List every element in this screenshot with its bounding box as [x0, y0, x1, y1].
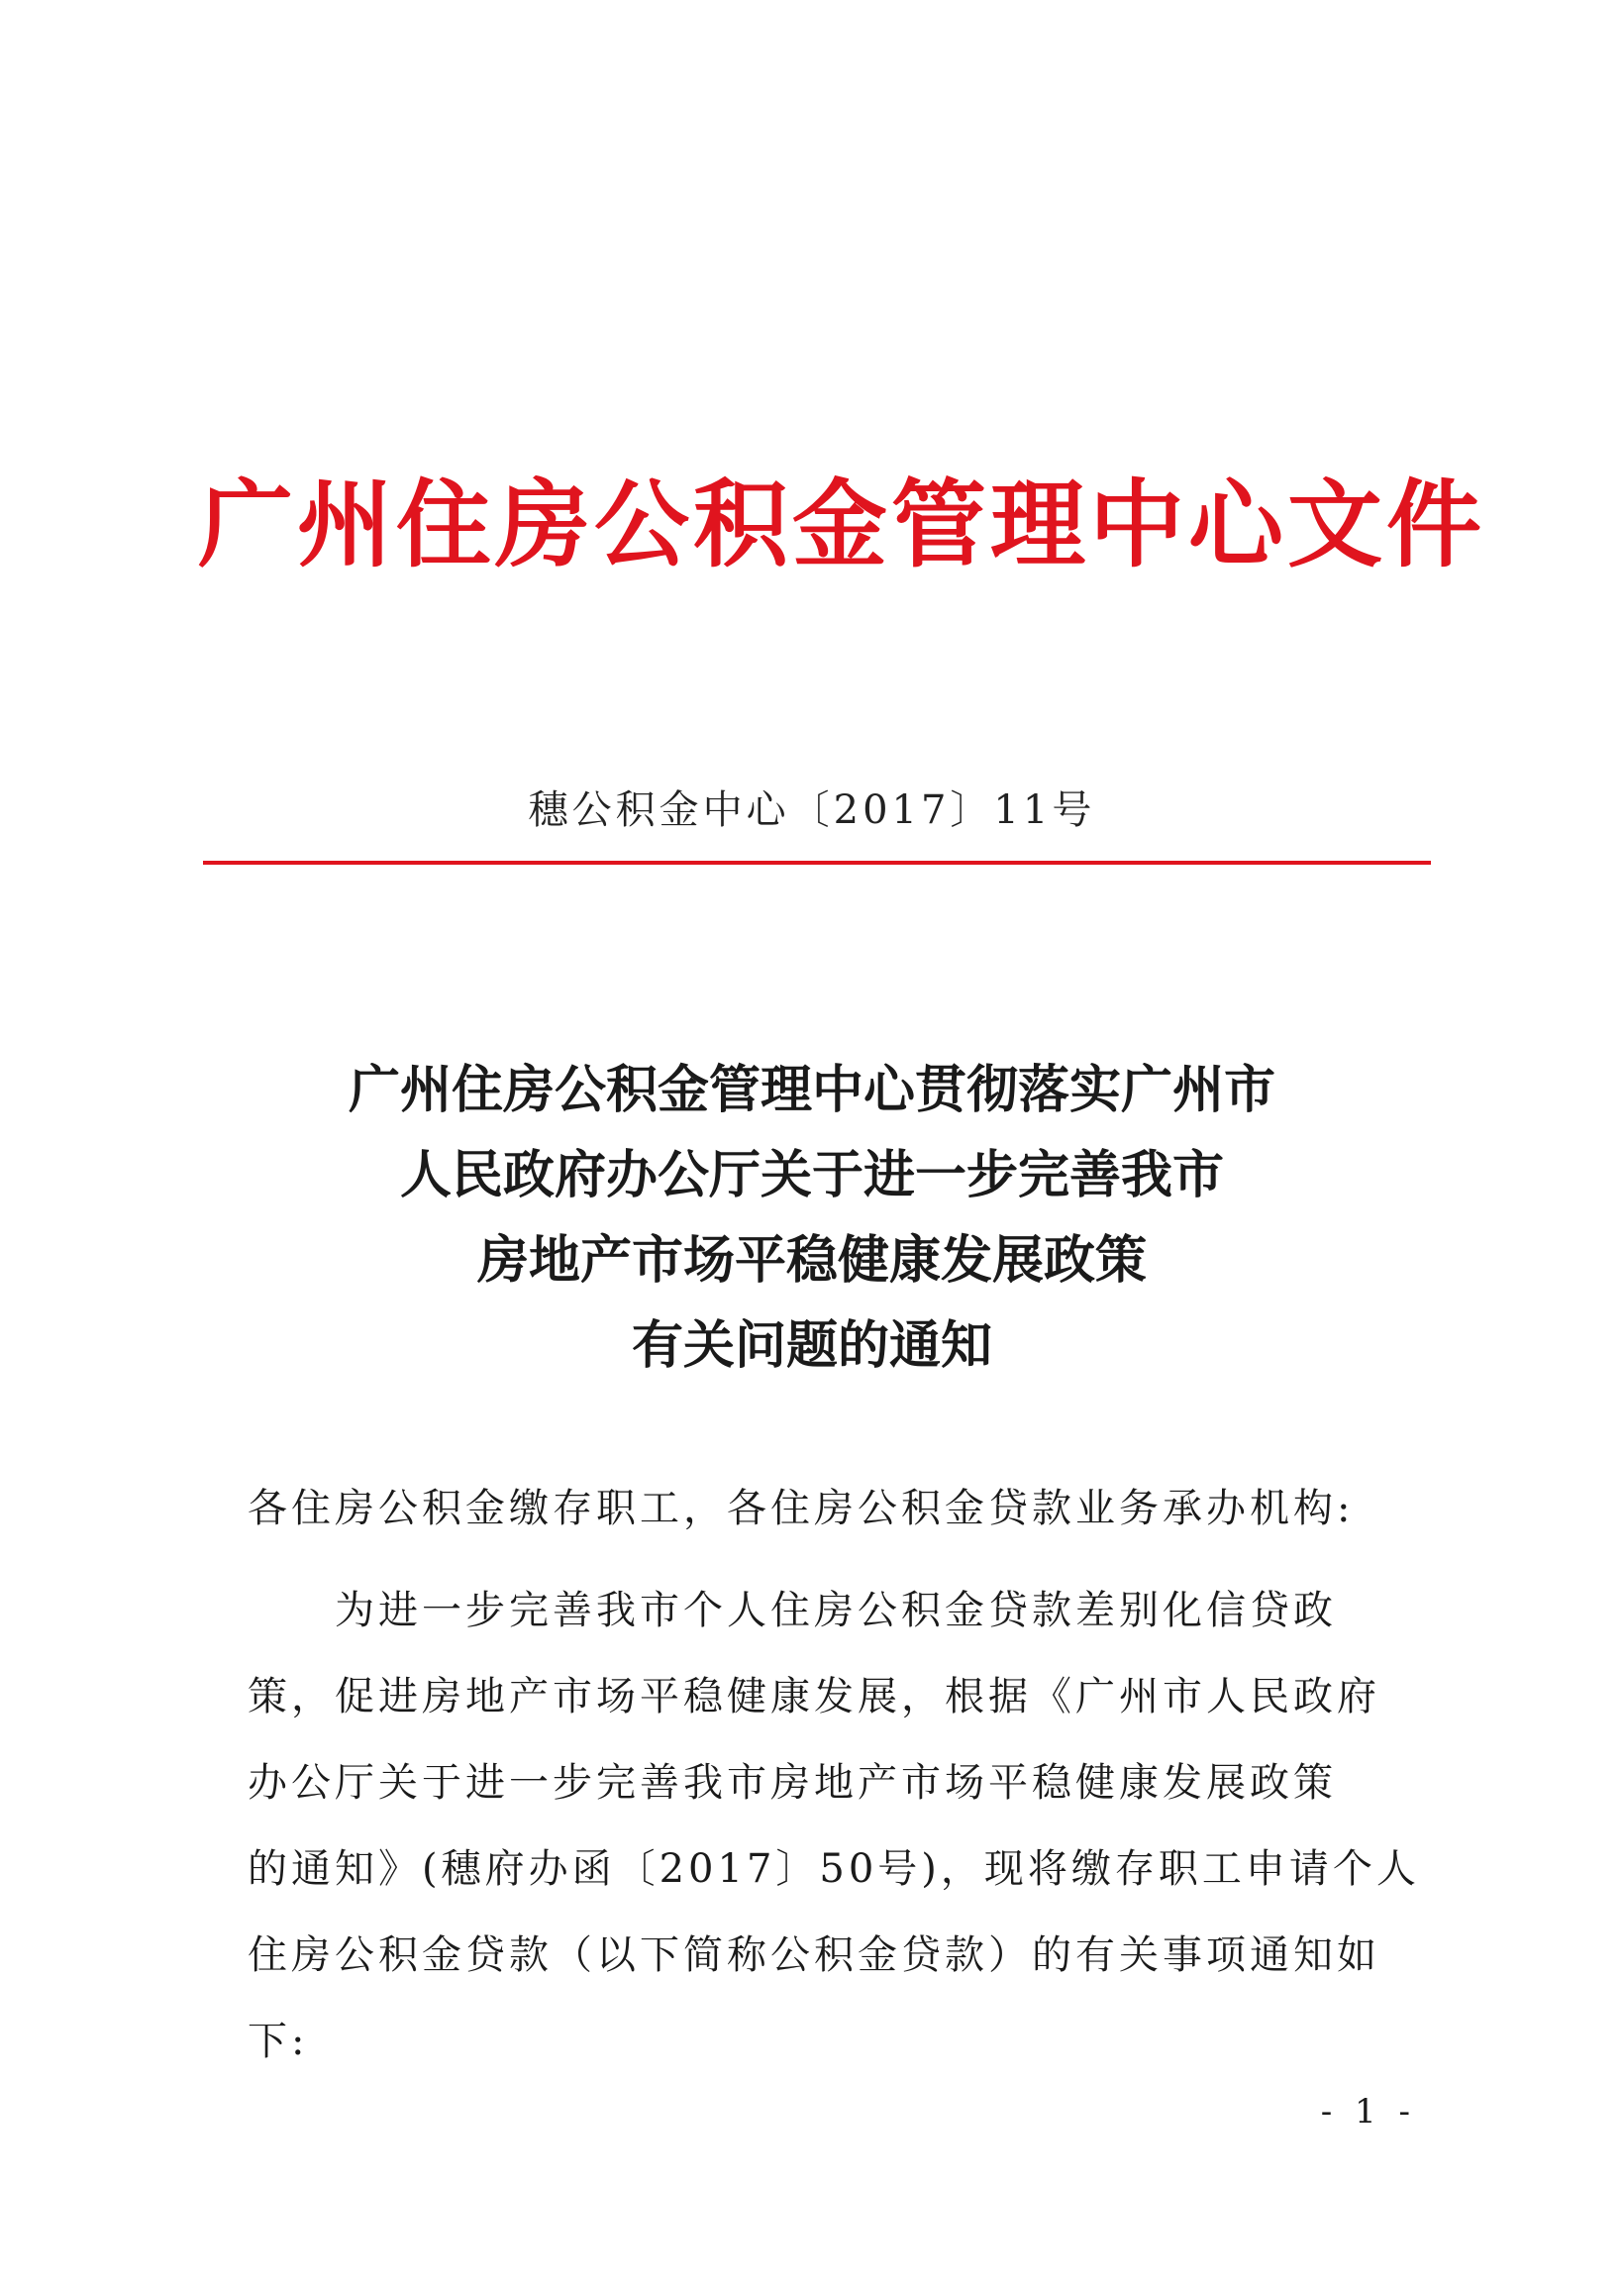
body-line: 策，促进房地产市场平稳健康发展，根据《广州市人民政府 — [248, 1674, 1380, 1719]
title-line: 房地产市场平稳健康发展政策 — [476, 1231, 1147, 1291]
title-line: 人民政府办公厅关于进一步完善我市 — [399, 1146, 1224, 1205]
body-paragraph — [248, 1568, 1420, 2085]
document-title — [198, 1048, 1426, 1389]
title-line: 广州住房公积金管理中心贯彻落实广州市 — [348, 1061, 1275, 1120]
body-line: 办公厅关于进一步完善我市房地产市场平稳健康发展政策 — [248, 1760, 1337, 1806]
masthead-title: 广州住房公积金管理中心文件 — [198, 469, 1485, 580]
body-line: 住房公积金贷款（以下简称公积金贷款）的有关事项通知如 — [248, 1932, 1380, 1978]
body-line: 下: — [248, 2019, 309, 2064]
salutation: 各住房公积金缴存职工，各住房公积金贷款业务承办机构: — [248, 1486, 1355, 1531]
page-number: - 1 - — [1320, 2092, 1416, 2132]
red-divider-rule — [203, 861, 1431, 865]
title-line: 有关问题的通知 — [631, 1316, 992, 1376]
body-line: 为进一步完善我市个人住房公积金贷款差别化信贷政 — [335, 1588, 1337, 1633]
body-line: 的通知》(穗府办函〔2017〕50号)，现将缴存职工申请个人 — [248, 1846, 1420, 1892]
document-number: 穗公积金中心〔2017〕11号 — [528, 787, 1096, 833]
